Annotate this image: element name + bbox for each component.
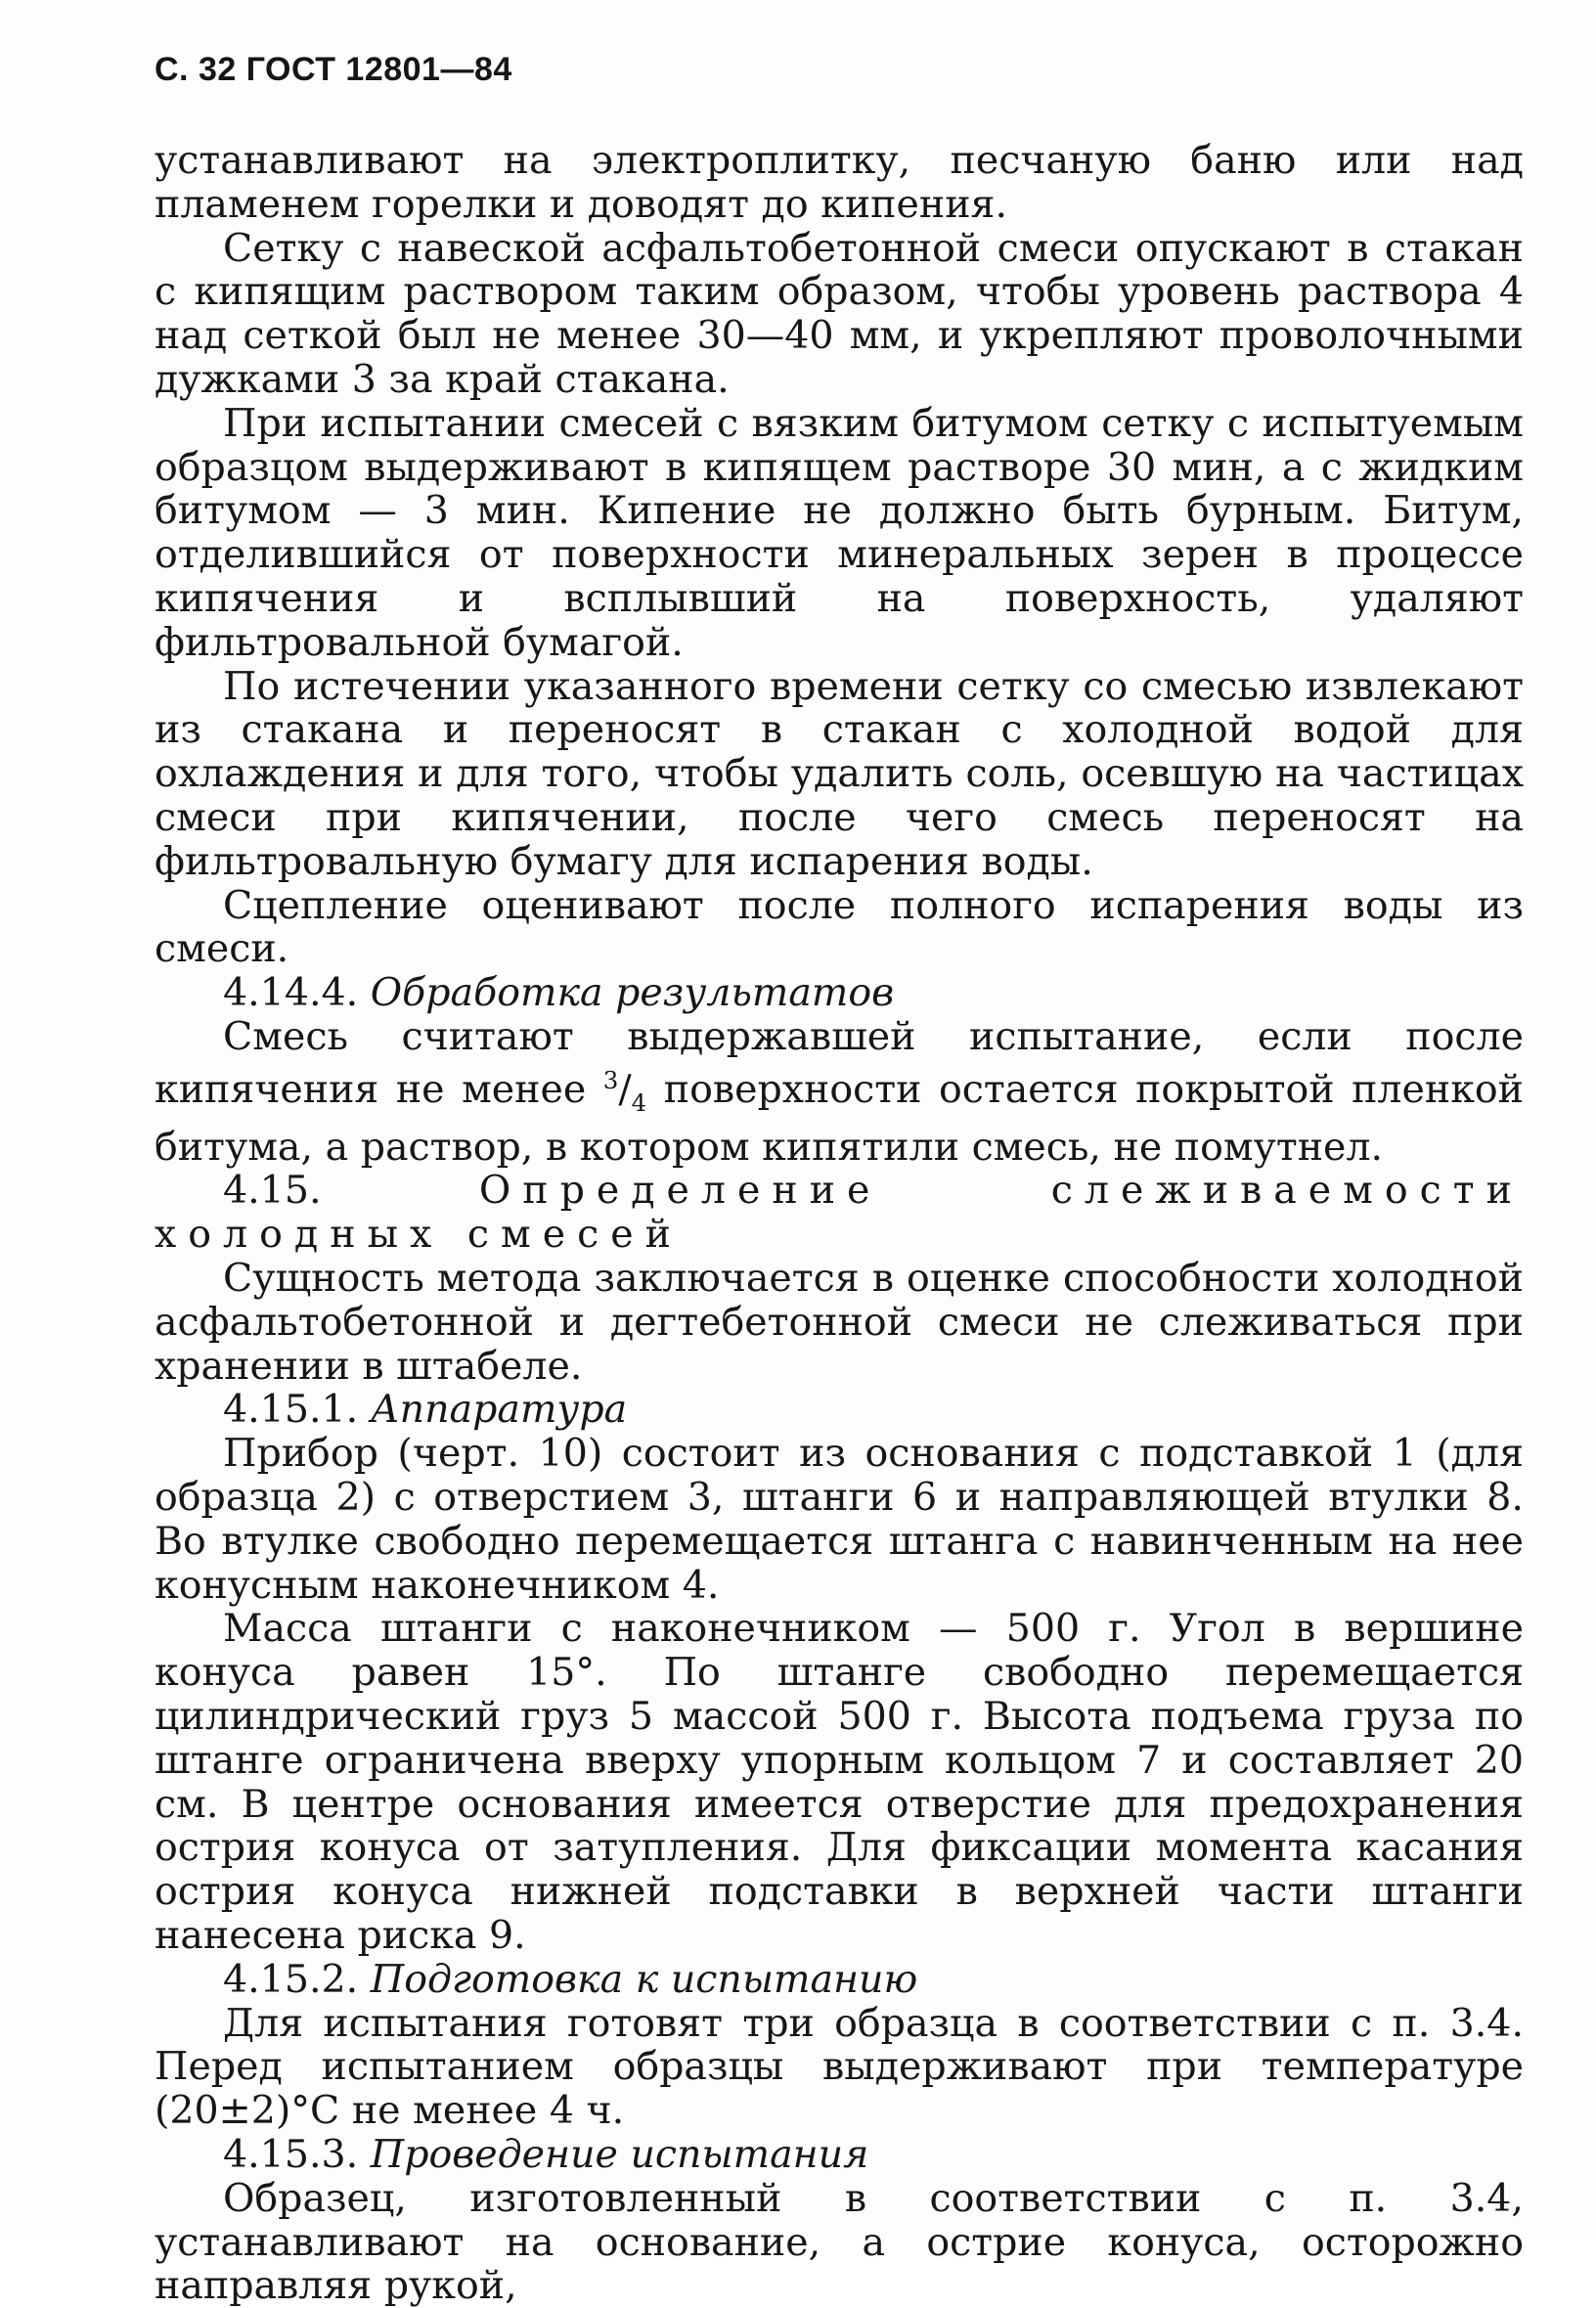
paragraph: Для испытания готовят три образца в соответствии с п. 3.4. Перед испытанием образцы выдерживают при температуре (20±2)°С не менее 4 ч. <box>155 2000 1524 2134</box>
paragraph: Прибор (черт. 10) состоит из основания с подставкой 1 (для образца 2) с отверстием 3, штанги 6 и направляющей втулки 8. Во втулке свободно перемещается штанга с навинченным на нее конусным наконечником 4. <box>155 1431 1524 1608</box>
subsection-heading <box>155 2133 1524 2177</box>
page-body <box>155 139 1524 2308</box>
paragraph: Сцепление оценивают после полного испарения воды из смеси. <box>155 882 1524 972</box>
subsection-heading <box>155 1388 1524 1432</box>
paragraph: По истечении указанного времени сетку со смесью извлекают из стакана и переносят в стакан с холодной водой для охлаждения и для того, чтобы удалить соль, осевшую на частицах смеси при кипячении, после чего смесь переносят на фильтровальную бумагу для испарения воды. <box>155 663 1524 884</box>
section-heading <box>155 1169 1524 1257</box>
page-header: С. 32 ГОСТ 12801—84 <box>155 51 512 88</box>
subsection-number: 4.15.1. <box>223 1387 359 1433</box>
fraction-denominator: 4 <box>631 1087 647 1117</box>
fraction-numerator: 3 <box>602 1065 619 1094</box>
subsection-number: 4.15.3. <box>223 2131 359 2177</box>
section-number: 4.15. <box>223 1168 322 1214</box>
subsection-title: Обработка результатов <box>370 970 895 1016</box>
paragraph: Сетку с навеской асфальтобетонной смеси опускают в стакан с кипящим раствором таким образом, чтобы уровень раствора 4 над сеткой был не менее 30—40 мм, и укрепляют проволочными дужками 3 за край стакана. <box>155 225 1524 402</box>
paragraph-text: Смесь считают выдержавшей испытание, если после кипячения не менее <box>155 1013 1524 1112</box>
subsection-title: Подготовка к испытанию <box>370 1956 918 2002</box>
paragraph: Сущность метода заключается в оценке способности холодной асфальтобетонной и дегтебетонной смеси не слеживаться при хранении в штабеле. <box>155 1255 1524 1389</box>
subsection-number: 4.15.2. <box>223 1956 359 2002</box>
subsection-heading <box>155 1958 1524 2002</box>
subsection-title: Проведение испытания <box>370 2131 869 2177</box>
subsection-title: Аппаратура <box>370 1387 628 1433</box>
paragraph: Образец, изготовленный в соответствии с п. 3.4, устанавливают на основание, а острие конуса, осторожно направляя рукой, <box>155 2175 1524 2308</box>
paragraph: Смесь считают выдержавшей испытание, если после кипячения не менее $^3/_4$ поверхности остается покрытой пленкой битума, а раствор, в котором кипятили смесь, не помутнел. <box>155 1013 1525 1170</box>
subsection-number: 4.14.4. <box>223 970 359 1016</box>
section-title: Определение слеживаемости холодных смесей <box>155 1168 1524 1258</box>
subsection-heading <box>155 971 1524 1015</box>
paragraph: При испытании смесей с вязким битумом сетку с испытуемым образцом выдерживают в кипящем растворе 30 мин, а с жидким битумом — 3 мин. Кипение не должно быть бурным. Битум, отделившийся от поверхности минеральных зерен в процессе кипячения и всплывший на поверхность, удаляют фильтровальной бумагой. <box>155 400 1524 665</box>
paragraph: устанавливают на электроплитку, песчаную баню или над пламенем горелки и доводят до кипения. <box>155 138 1524 227</box>
paragraph: Масса штанги с наконечником — 500 г. Угол в вершине конуса равен 15°. По штанге свободно перемещается цилиндрический груз 5 массой 500 г. Высота подъема груза по штанге ограничена вверху упорным кольцом 7 и составляет 20 см. В центре основания имеется отверстие для предохранения острия конуса от затупления. Для фиксации момента касания острия конуса нижней подставки в верхней части штанги нанесена риска 9. <box>155 1606 1524 1958</box>
paragraph-text: поверхности остается покрытой пленкой битума, а раствор, в котором кипятили смесь, не помутнел. <box>155 1066 1525 1170</box>
